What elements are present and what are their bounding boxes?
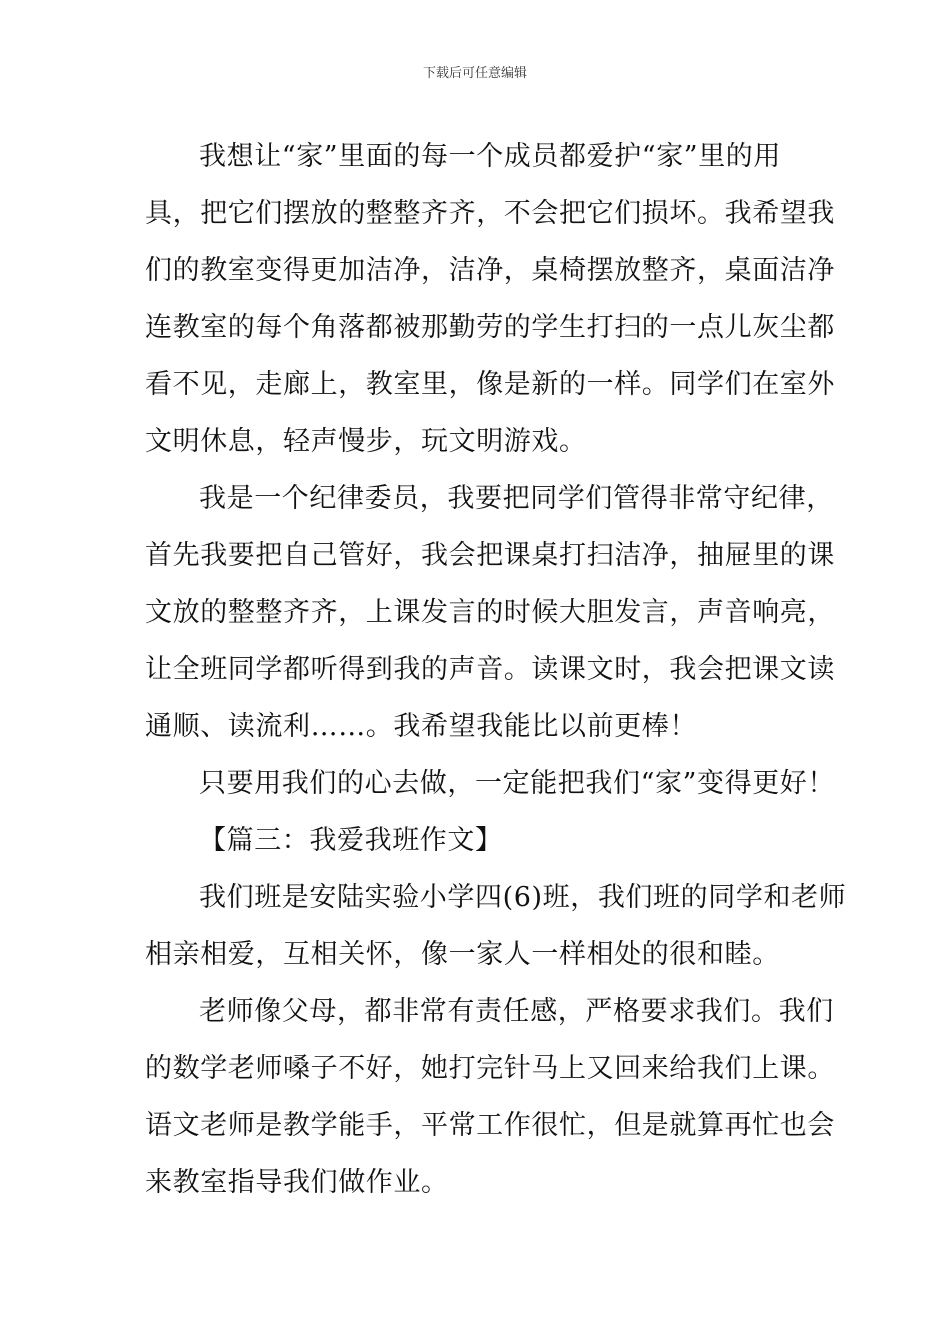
text-line: 我是一个纪律委员，我要把同学们管得非常守纪律， (199, 483, 834, 514)
text-line: 的数学老师嗓子不好，她打完针马上又回来给我们上课。 (145, 1053, 835, 1084)
text-line: 我们班是安陆实验小学四(6)班，我们班的同学和老师 (199, 882, 847, 913)
text-line: 来教室指导我们做作业。 (145, 1167, 449, 1198)
text-line: 让全班同学都听得到我的声音。读课文时，我会把课文读 (145, 654, 835, 685)
text-line: 连教室的每个角落都被那勤劳的学生打扫的一点儿灰尘都 (145, 312, 835, 343)
text-line: 具，把它们摆放的整整齐齐，不会把它们损坏。我希望我 (145, 198, 835, 229)
section-heading: 【篇三：我爱我班作文】 (199, 825, 503, 856)
text-line: 语文老师是教学能手，平常工作很忙，但是就算再忙也会 (145, 1110, 835, 1141)
text-line: 只要用我们的心去做，一定能把我们“家”变得更好！ (199, 768, 836, 799)
page-header: 下载后可任意编辑 (422, 66, 527, 81)
text-line: 相亲相爱，互相关怀，像一家人一样相处的很和睦。 (145, 939, 780, 970)
text-line: 文明休息，轻声慢步，玩文明游戏。 (145, 426, 587, 457)
text-line: 看不见，走廊上，教室里，像是新的一样。同学们在室外 (145, 369, 835, 400)
text-line: 文放的整整齐齐，上课发言的时候大胆发言，声音响亮， (145, 597, 835, 628)
text-line: 老师像父母，都非常有责任感，严格要求我们。我们 (199, 996, 834, 1027)
text-line: 们的教室变得更加洁净，洁净，桌椅摆放整齐，桌面洁净 (145, 255, 835, 286)
document-body (145, 128, 847, 1211)
text-line: 通顺、读流利……。我希望我能比以前更棒！ (145, 711, 697, 742)
text-line: 我想让“家”里面的每一个成员都爱护“家”里的用 (199, 141, 782, 172)
text-line: 首先我要把自己管好，我会把课桌打扫洁净，抽屉里的课 (145, 540, 835, 571)
